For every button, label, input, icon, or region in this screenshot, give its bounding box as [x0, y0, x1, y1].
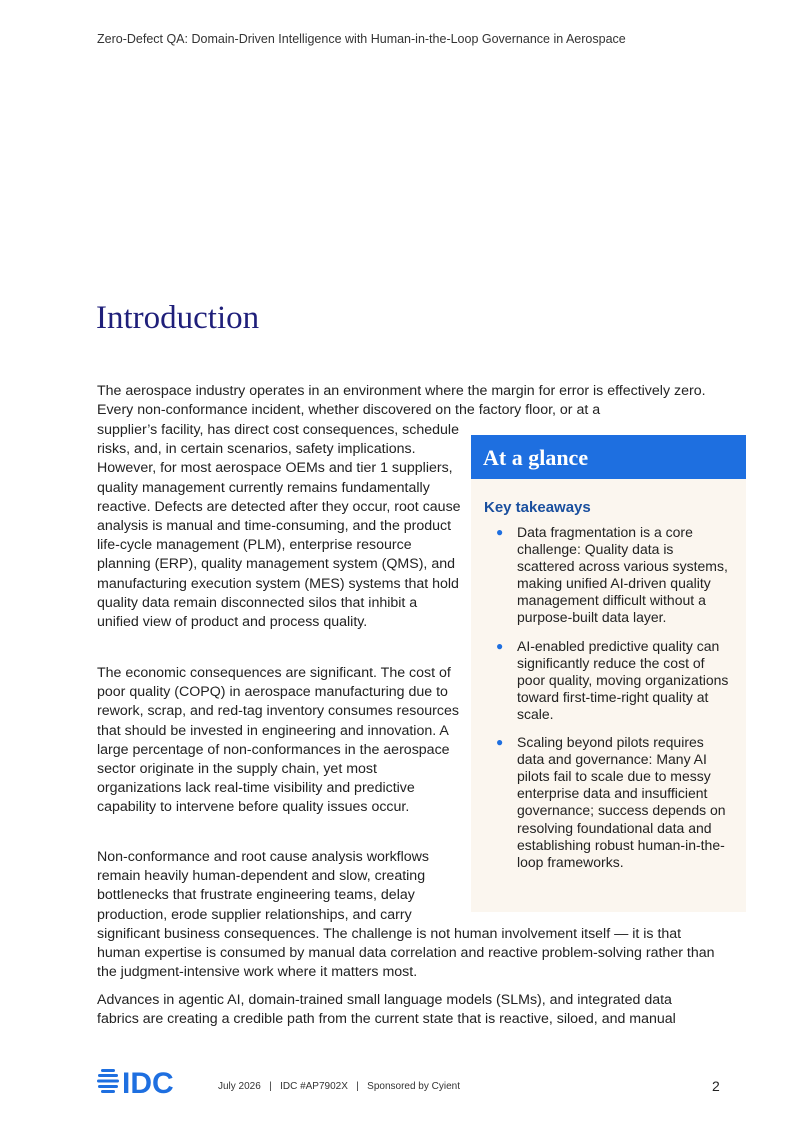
- sidebar-subheading: Key takeaways: [484, 499, 591, 516]
- sidebar-heading: At a glance: [483, 445, 589, 470]
- paragraph-3-full: significant business consequences. The challenge is not human involvement itself — it is that human expertise is consumed by manual data correlation and reactive problem-solving rather than the judgment-intensive work where it matters most.: [97, 926, 715, 981]
- sidebar-header: [471, 435, 746, 479]
- paragraph-2: The economic consequences are significant. The cost of poor quality (COPQ) in aerospace manufacturing due to rework, scrap, and red-tag inventory consumes resources that should be invested in engineering and innovation. A large percentage of non-conformances in the aerospace sector originate in the supply chain, yet most organizations lack real-time visibility and predictive capability to intervene before quality issues occur.: [97, 665, 459, 816]
- takeaway-text: Data fragmentation is a core challenge: Quality data is scattered across various systems, making unified AI-driven quality management difficult without a purpose-built data layer.: [517, 524, 728, 626]
- footer-info: July 2026 | IDC #AP7902X | Sponsored by Cyient: [218, 1081, 460, 1092]
- list-item: [496, 524, 734, 627]
- paragraph-4: Advances in agentic AI, domain-trained small language models (SLMs), and integrated data fabrics are creating a credible path from the current state that is reactive, siloed, and manual: [97, 992, 676, 1028]
- key-takeaways-list: [471, 524, 746, 871]
- idc-logo: [97, 1066, 197, 1096]
- takeaway-text: AI-enabled predictive quality can significantly reduce the cost of poor quality, moving organizations toward first-time-right quality at scale.: [517, 637, 729, 722]
- bullet-icon: ●: [496, 735, 504, 750]
- logo-wordmark: IDC: [122, 1067, 174, 1096]
- section-title: Introduction: [96, 300, 260, 336]
- paragraph-1-narrow: supplier’s facility, has direct cost consequences, schedule risks, and, in certain scenarios, safety implications. However, for most aerospace OEMs and tier 1 suppliers, quality management currently remains fundamentally reactive. Defects are detected after they occur, root cause analysis is manual and time-consuming, and the product life-cycle management (PLM), enterprise resource planning (ERP), quality management system (QMS), and manufacturing execution system (MES) systems that hold quality data remain disconnected silos that inhibit a unified view of product and process quality.: [97, 422, 461, 631]
- paragraph-1-full: The aerospace industry operates in an environment where the margin for error is effectively zero. Every non-conformance incident, whether discovered on the factory floor, or at a: [97, 383, 706, 419]
- at-a-glance-sidebar: [471, 435, 746, 912]
- list-item: [496, 734, 734, 871]
- paragraph-3-narrow: Non-conformance and root cause analysis workflows remain heavily human-dependent and slow, creating bottlenecks that frustrate engineering teams, delay production, erode supplier relationships, and carry: [97, 849, 429, 923]
- list-item: [496, 637, 734, 723]
- running-header: Zero-Defect QA: Domain-Driven Intelligence with Human-in-the-Loop Governance in Aerospace: [97, 32, 626, 46]
- bullet-icon: ●: [496, 525, 504, 539]
- page-number: 2: [712, 1078, 720, 1094]
- logo-globe-icon: [97, 1069, 119, 1093]
- takeaway-text: Scaling beyond pilots requires data and governance: Many AI pilots fail to scale due to messy enterprise data and insufficient governance; success depends on resolving foundational data and establishing robust human-in-the-loop frameworks.: [517, 734, 726, 870]
- bullet-icon: ●: [496, 638, 504, 653]
